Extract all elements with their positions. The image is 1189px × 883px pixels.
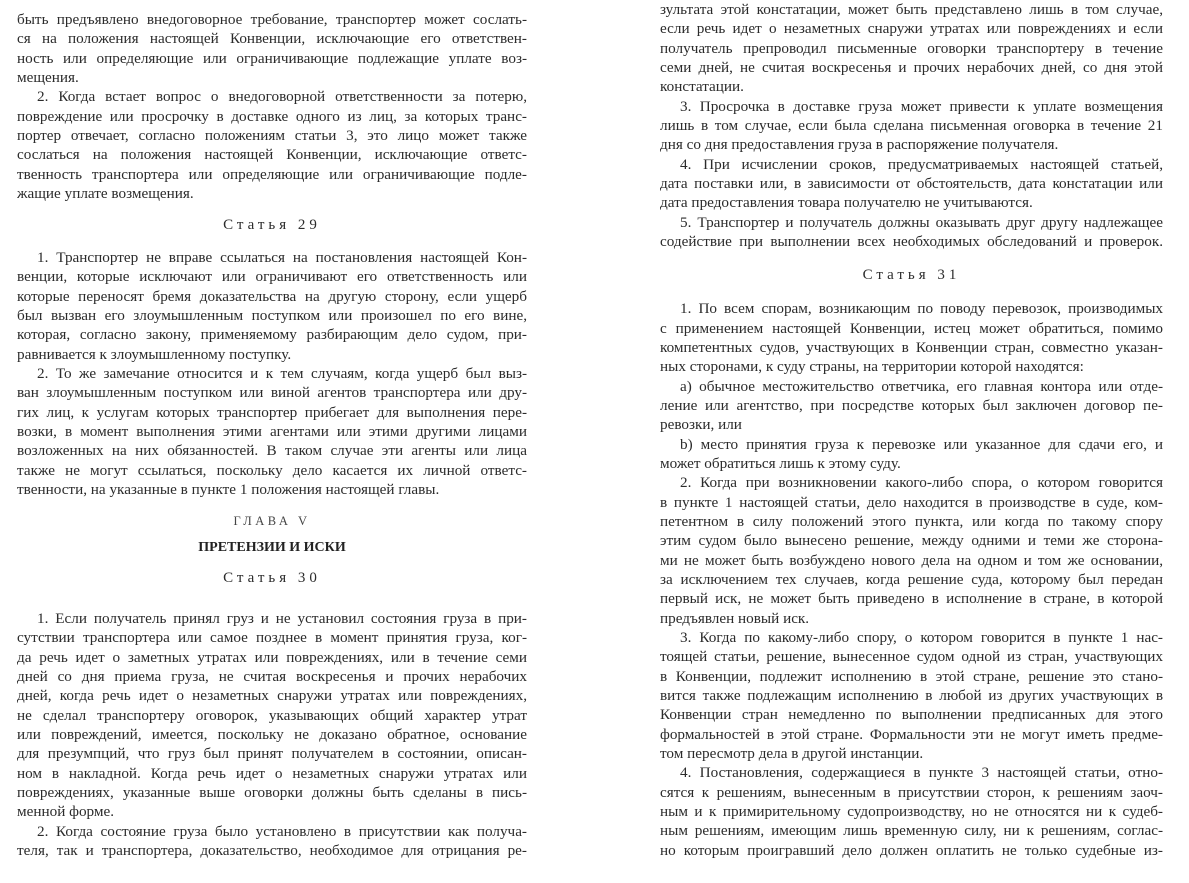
text-line: 1. Если получатель принял груз и не установил состояния груза в при- (37, 609, 527, 627)
text-line: содействие при выполнении всех необходимых обследований и проверок. (660, 233, 1163, 251)
text-line: ным и к примирительному судопроизводству, но не относятся ни к судеб- (660, 803, 1163, 821)
text-line: ление или агентство, при посредстве которых был заключен договор пе- (660, 396, 1163, 414)
text-line: в пункте 1 настоящей статьи, дело находится в производстве в суде, ком- (660, 493, 1163, 511)
text-line: но которым проигравший дело должен оплатить не только судебные из- (660, 841, 1163, 859)
text-line: гих лиц, к услугам которых транспортер прибегает для выполнения пере- (17, 403, 527, 421)
text-line: компетентных судов, участвующих в Конвенции стран, совместно указан- (660, 338, 1163, 356)
text-line: 2. Когда состояние груза было установлено в присутствии как получа- (37, 822, 527, 840)
text-line: 5. Транспортер и получатель должны оказывать друг другу надлежащее (680, 213, 1163, 231)
text-line: или повреждений, имеется, поскольку не доказано обратное, основание (17, 725, 527, 743)
text-line: повреждениях, указанные выше оговорки должны быть сделаны в пись- (17, 783, 527, 801)
text-line: получатель препроводил письменные оговорки транспортеру в течение (660, 39, 1163, 57)
text-line: равнивается к злоумышленному поступку. (17, 345, 292, 363)
text-line: 3. Когда по какому-либо спору, о котором говорится в пункте 1 нас- (680, 629, 1163, 647)
text-line: сутствии транспортера или самое позднее в момент принятия груза, ког- (17, 629, 527, 647)
text-line: жащие уплате возмещения. (17, 185, 194, 203)
text-line: 4. Постановления, содержащиеся в пункте 3 настоящей статьи, отно- (680, 764, 1163, 782)
article-heading: Статья 30 (223, 569, 321, 586)
paragraph (660, 0, 1163, 97)
text-line: ных сторонами, к суду страны, на территории которой находятся: (660, 358, 1084, 376)
text-line: 2. То же замечание относится и к тем случаям, когда ущерб был выз- (37, 365, 527, 383)
text-line: сятся к решениям, вынесенным в присутствии сторон, к решениям заоч- (660, 783, 1163, 801)
text-line: вится также подлежащим исполнению в любой из других участвующих в (660, 687, 1163, 705)
text-line: возложенных на них обязанностей. В таком случае эти агенты или лица (17, 442, 527, 460)
text-line: в Конвенции, подлежит исполнению в этой стране, решение это стано- (660, 667, 1163, 685)
paragraph (660, 377, 1163, 435)
right-page (660, 0, 1163, 860)
text-line: 1. По всем спорам, возникающим по поводу перевозок, производимых (680, 300, 1163, 318)
text-line: этим судом было вынесено решение, между одними и теми же сторона- (660, 532, 1163, 550)
text-line: возки, в момент выполнения этими агентами или этими другими лицами (17, 423, 527, 441)
paragraph (17, 364, 527, 499)
text-line: первый иск, не может быть приведено в исполнение в стране, в которой (660, 590, 1163, 608)
text-line: был вызван его злоумышленным поступком или произошел по его вине, (17, 307, 527, 324)
text-line: дня со дня предоставления груза в распоряжение получателя. (660, 136, 1059, 154)
text-line: для презумпций, что груз был принят получателем в состоянии, описан- (17, 745, 527, 763)
text-line: которые переносят бремя доказательства на другую сторону, если ущерб (17, 287, 527, 305)
text-line: мещения. (17, 69, 79, 87)
text-line: ван злоумышленным поступком или виной агентов транспортера или дру- (17, 384, 527, 402)
paragraph (17, 87, 527, 203)
paragraph (660, 97, 1163, 155)
paragraph (17, 609, 527, 822)
text-line: портер отвечает, согласно положениям статьи 3, это лицо может также (17, 127, 527, 145)
paragraph (660, 155, 1163, 213)
text-line: не сделал транспортеру оговорок, указывающих общий характер утрат (17, 706, 527, 724)
paragraph (660, 213, 1163, 252)
text-line: ность или определяющие или ограничивающие подлежащие уплате воз- (17, 49, 527, 67)
text-line: формальностей в этой стране. Формальности эти не могут иметь предме- (660, 725, 1163, 743)
text-line: менной форме. (17, 803, 115, 821)
text-line: семи дней, не считая воскресенья и прочих нерабочих дней, со дня этой (660, 59, 1163, 77)
text-line: 2. Когда встает вопрос о внедоговорной ответственности за потерю, (37, 88, 527, 106)
text-line: констатации. (660, 78, 744, 96)
text-line: дата предоставления товара получателю не учитываются. (660, 194, 1033, 212)
left-page (17, 0, 527, 860)
text-line: ми не может быть возбуждено нового дела на одном и том же основании, (660, 551, 1163, 569)
text-line: если речь идет о незаметных снаружи утратах или повреждениях и если (660, 20, 1163, 38)
text-line: дней, когда речь идет о незаметных снаружи утратах или повреждениях, (17, 687, 527, 705)
text-line: за исключением тех случаев, когда решение суда, которому был передан (660, 571, 1163, 589)
text-line: быть предъявлено внедоговорное требование, транспортер может сослать- (17, 11, 527, 28)
text-line: лишь в том случае, если была сделана письменная оговорка в течение 21 (660, 117, 1163, 135)
article-heading: Статья 31 (862, 267, 961, 284)
paragraph (17, 10, 527, 87)
text-line: зультата этой констатации, может быть представлено лишь в том случае, (660, 1, 1163, 18)
text-line: с применением настоящей Конвенции, истец может обратиться, помимо (660, 319, 1163, 337)
paragraph (660, 435, 1163, 474)
paragraph (660, 628, 1163, 763)
text-line: предъявлен новый иск. (660, 609, 810, 627)
text-line: может обратиться лишь к этому суду. (660, 454, 901, 472)
text-line: ревозки, или (660, 416, 742, 434)
text-line: теля, так и транспортера, доказательство, необходимое для отрицания ре- (17, 841, 527, 859)
text-line: дней со дня приема груза, не считая воскресенья и прочих нерабочих (17, 667, 527, 685)
text-line: том пересмотр дела в другой инстанции. (660, 745, 924, 763)
text-line: петентном в силу положений этого пункта, или когда по такому спору (660, 512, 1163, 530)
text-line: 4. При исчислении сроков, предусматриваемых настоящей статьей, (680, 155, 1163, 173)
text-line: тоящей статьи, решение, вынесенное судом одной из стран, участвующих (660, 648, 1163, 666)
text-line: которая, согласно закону, применяемому разбирающим дело судом, при- (17, 326, 527, 344)
article-heading: Статья 29 (223, 217, 321, 234)
text-line: твенности, на указанные в пункте 1 положения настоящей главы. (17, 481, 440, 499)
chapter-heading: ГЛАВА V (233, 514, 311, 529)
text-line: ном в накладной. Когда речь идет о незаметных снаружи утратах или (17, 764, 527, 782)
text-line: ным решениям, имеющим лишь временную силу, ни к решениям, соглас- (660, 822, 1163, 840)
text-line: твенность транспортера или определяющие или ограничивающие подле- (17, 165, 527, 183)
text-line: да речь идет о заметных утратах или повреждениях, или в течение семи (17, 648, 527, 666)
text-line: повреждение или просрочку в доставке одного из лиц, за которых транс- (17, 107, 527, 125)
text-line: также не могут ссылаться, поскольку дело касается их личной ответс- (17, 461, 527, 479)
paragraph (660, 763, 1163, 860)
chapter-title: ПРЕТЕНЗИИ И ИСКИ (198, 539, 346, 555)
text-line: сослаться на положения настоящей Конвенции, исключающие ответс- (17, 146, 527, 164)
paragraph (660, 473, 1163, 628)
text-line: b) место принятия груза к перевозке или указанное для сдачи его, и (680, 435, 1163, 453)
paragraph (17, 248, 527, 364)
text-line: 2. Когда при возникновении какого-либо спора, о котором говорится (680, 474, 1163, 492)
paragraph (17, 822, 527, 861)
text-line: ся на положения настоящей Конвенции, исключающие его ответствен- (17, 30, 527, 48)
text-line: 1. Транспортер не вправе ссылаться на постановления настоящей Кон- (37, 248, 527, 266)
text-line: дата поставки или, в зависимости от обстоятельств, дата констатации или (660, 175, 1163, 193)
text-line: венции, которые исключают или ограничивают его ответственность или (17, 268, 527, 286)
text-line: 3. Просрочка в доставке груза может привести к уплате возмещения (680, 97, 1163, 115)
paragraph (660, 299, 1163, 376)
text-line: Конвенции стран немедленно по выполнении предписанных для этого (660, 706, 1163, 724)
text-line: а) обычное местожительство ответчика, его главная контора или отде- (680, 377, 1163, 395)
